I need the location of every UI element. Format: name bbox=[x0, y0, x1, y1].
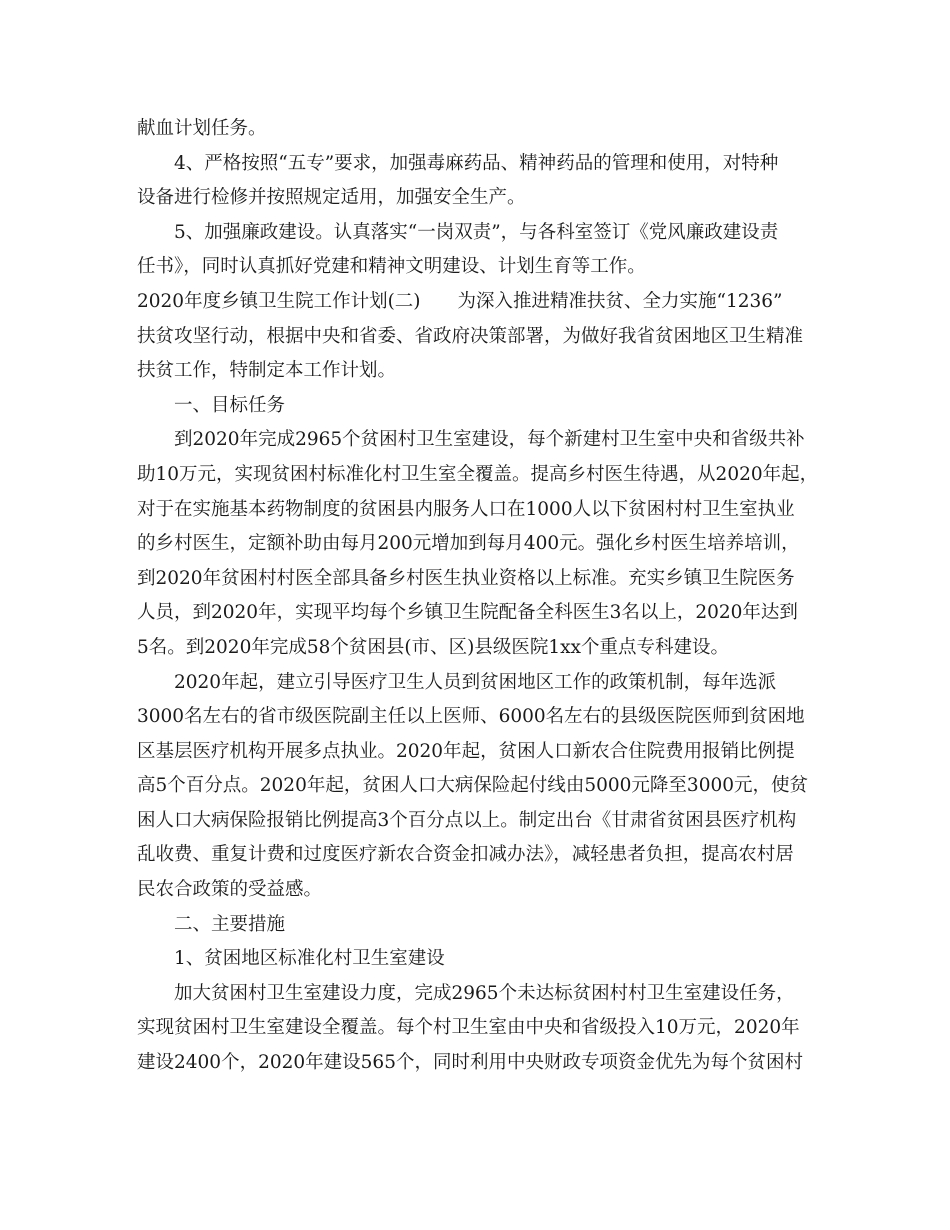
text-line: 建设2400个，2020年建设565个，同时利用中央财政专项资金优先为每个贫困村 bbox=[137, 1052, 803, 1074]
text-line: 献血计划任务。 bbox=[137, 118, 267, 139]
text-line: 对于在实施基本药物制度的贫困县内服务人口在1000人以下贫困村村卫生室执业 bbox=[137, 498, 795, 520]
text-line: 高5个百分点。2020年起，贫困人口大病保险起付线由5000元降至3000元，使贫 bbox=[137, 775, 809, 797]
section-heading: 一、目标任务 bbox=[174, 394, 286, 416]
text-line: 区基层医疗机构开展多点执业。2020年起，贫困人口新农合住院费用报销比例提 bbox=[137, 740, 795, 762]
text-line: 5、加强廉政建设。认真落实“一岗双责”，与各科室签订《党风廉政建设责 bbox=[174, 221, 779, 243]
text-line: 到2020年完成2965个贫困村卫生室建设，每个新建村卫生室中央和省级共补 bbox=[174, 429, 805, 451]
text-line: 乱收费、重复计费和过度医疗新农合资金扣减办法》，减轻患者负担，提高农村居 bbox=[137, 844, 794, 866]
subsection-heading: 1、贫困地区标准化村卫生室建设 bbox=[174, 948, 445, 970]
text-line: 任书》，同时认真抓好党建和精神文明建设、计划生育等工作。 bbox=[137, 256, 646, 278]
document-body bbox=[137, 112, 827, 1081]
text-line: 民农合政策的受益感。 bbox=[137, 879, 323, 901]
text-line: 扶贫攻坚行动，根据中央和省委、省政府决策部署，为做好我省贫困地区卫生精准 bbox=[137, 325, 804, 347]
text-line: 实现贫困村卫生室建设全覆盖。每个村卫生室由中央和省级投入10万元，2020年 bbox=[137, 1017, 800, 1039]
text-line: 2020年起，建立引导医疗卫生人员到贫困地区工作的政策机制，每年选派 bbox=[174, 671, 777, 693]
section-heading: 二、主要措施 bbox=[174, 913, 286, 935]
text-line: 助10万元，实现贫困村标准化村卫生室全覆盖。提高乡村医生待遇，从2020年起， bbox=[137, 463, 819, 485]
text-line: 4、严格按照“五专”要求，加强毒麻药品、精神药品的管理和使用，对特种 bbox=[174, 152, 779, 174]
text-line: 的乡村医生，定额补助由每月200元增加到每月400元。强化乡村医生培养培训， bbox=[137, 533, 800, 555]
text-line: 3000名左右的省市级医院副主任以上医师、6000名左右的县级医院医师到贫困地 bbox=[137, 706, 805, 728]
text-line: 人员，到2020年，实现平均每个乡镇卫生院配备全科医生3名以上，2020年达到 bbox=[137, 602, 798, 624]
text-line: 困人口大病保险报销比例提高3个百分点以上。制定出台《甘肃省贫困县医疗机构 bbox=[137, 809, 797, 831]
text-line: 5名。到2020年完成58个贫困县(市、区)县级医院1xx个重点专科建设。 bbox=[137, 636, 729, 658]
text-line: 2020年度乡镇卫生院工作计划(二) 为深入推进精准扶贫、全力实施“1236” bbox=[137, 290, 783, 312]
text-line: 扶贫工作，特制定本工作计划。 bbox=[137, 360, 397, 382]
text-line: 加大贫困村卫生室建设力度，完成2965个未达标贫困村村卫生室建设任务， bbox=[174, 982, 795, 1004]
text-line: 设备进行检修并按照规定适用，加强安全生产。 bbox=[137, 187, 526, 209]
text-line: 到2020年贫困村村医全部具备乡村医生执业资格以上标准。充实乡镇卫生院医务 bbox=[137, 567, 795, 589]
